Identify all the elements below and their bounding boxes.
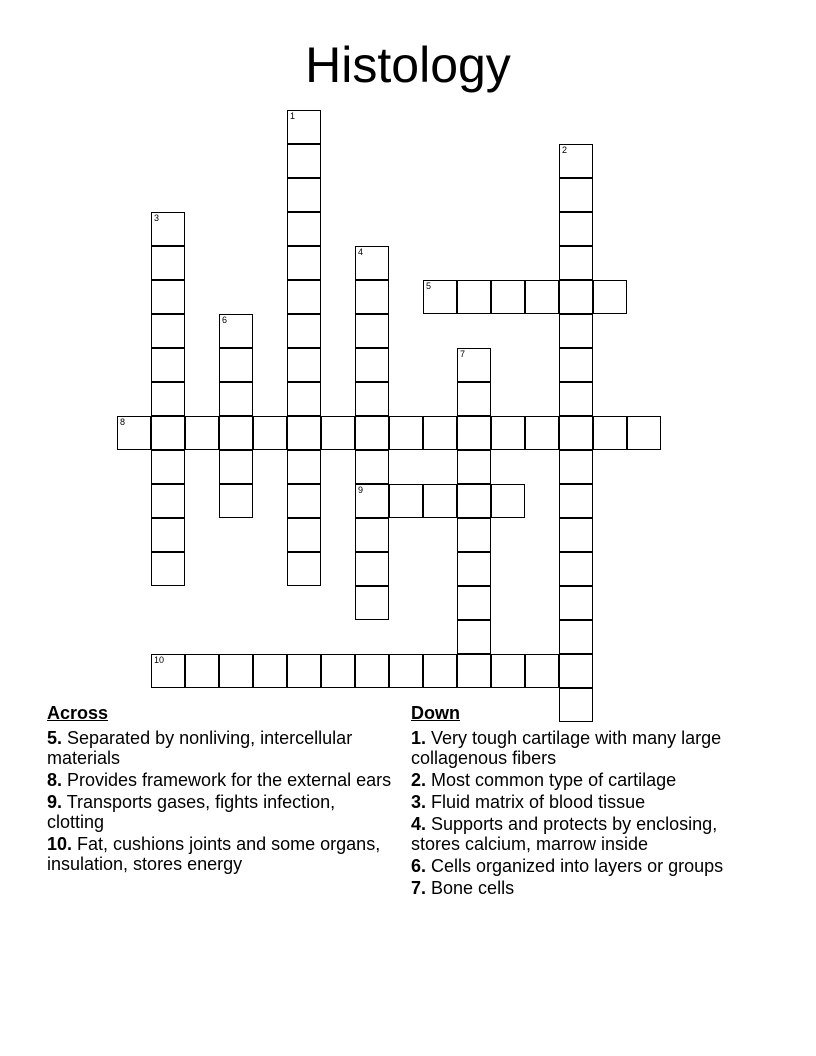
- grid-cell[interactable]: [559, 620, 593, 654]
- clue-number: 3.: [411, 792, 427, 812]
- grid-cell[interactable]: [219, 654, 253, 688]
- grid-cell[interactable]: [559, 586, 593, 620]
- clue-text: Fluid matrix of blood tissue: [426, 792, 646, 812]
- across-clues: [47, 702, 392, 876]
- grid-cell[interactable]: [457, 654, 491, 688]
- down-clue: [411, 878, 771, 898]
- grid-cell[interactable]: [151, 654, 185, 688]
- grid-cell[interactable]: [287, 382, 321, 416]
- grid-cell[interactable]: [423, 484, 457, 518]
- grid-cell[interactable]: [559, 212, 593, 246]
- grid-cell[interactable]: [321, 416, 355, 450]
- grid-cell[interactable]: [559, 518, 593, 552]
- clue-number: 1.: [411, 728, 427, 748]
- grid-cell[interactable]: [219, 450, 253, 484]
- grid-cell[interactable]: [287, 348, 321, 382]
- clue-text: Most common type of cartilage: [426, 770, 677, 790]
- clue-number: 4.: [411, 814, 427, 834]
- grid-cell[interactable]: [219, 348, 253, 382]
- grid-cell[interactable]: [151, 382, 185, 416]
- grid-cell[interactable]: [355, 348, 389, 382]
- grid-cell[interactable]: [287, 450, 321, 484]
- grid-cell[interactable]: [287, 654, 321, 688]
- across-clue: [47, 792, 392, 832]
- grid-cell[interactable]: [151, 518, 185, 552]
- clue-number: 2.: [411, 770, 427, 790]
- grid-cell[interactable]: [151, 416, 185, 450]
- grid-cell[interactable]: [287, 212, 321, 246]
- grid-cell[interactable]: [355, 382, 389, 416]
- grid-cell[interactable]: [559, 280, 593, 314]
- clue-number: 10: [154, 655, 165, 665]
- grid-cell[interactable]: [287, 110, 321, 144]
- grid-cell[interactable]: [355, 416, 389, 450]
- grid-cell[interactable]: [389, 416, 423, 450]
- down-clue-list: [411, 728, 771, 898]
- grid-cell[interactable]: [151, 314, 185, 348]
- grid-cell[interactable]: [559, 450, 593, 484]
- grid-cell[interactable]: [491, 416, 525, 450]
- grid-cell[interactable]: [151, 348, 185, 382]
- grid-cell[interactable]: [559, 552, 593, 586]
- grid-cell[interactable]: [559, 382, 593, 416]
- clue-number: 2: [562, 145, 568, 155]
- across-clue: [47, 834, 392, 874]
- grid-cell[interactable]: [287, 144, 321, 178]
- grid-cell[interactable]: [457, 348, 491, 382]
- clue-number: 9.: [47, 792, 63, 812]
- grid-cell[interactable]: [219, 484, 253, 518]
- grid-cell[interactable]: [185, 654, 219, 688]
- grid-cell[interactable]: [627, 416, 661, 450]
- grid-cell[interactable]: [559, 314, 593, 348]
- grid-cell[interactable]: [355, 552, 389, 586]
- grid-cell[interactable]: [253, 654, 287, 688]
- grid-cell[interactable]: [355, 450, 389, 484]
- across-heading: Across: [47, 703, 109, 723]
- clue-text: Cells organized into layers or groups: [426, 856, 724, 876]
- clue-number: 7.: [411, 878, 427, 898]
- grid-cell[interactable]: [151, 552, 185, 586]
- across-clue: [47, 770, 392, 790]
- grid-cell[interactable]: [287, 178, 321, 212]
- grid-cell[interactable]: [593, 280, 627, 314]
- clue-number: 8.: [47, 770, 63, 790]
- grid-cell[interactable]: [457, 280, 491, 314]
- clue-number: 4: [358, 247, 364, 257]
- grid-cell[interactable]: [559, 654, 593, 688]
- grid-cell[interactable]: [151, 484, 185, 518]
- down-clue: [411, 792, 771, 812]
- clue-text: Very tough cartilage with many large collagenous fibers: [411, 728, 722, 768]
- grid-cell[interactable]: [287, 518, 321, 552]
- page-title: Histology: [305, 37, 511, 93]
- clue-text: Bone cells: [426, 878, 515, 898]
- grid-cell[interactable]: [559, 178, 593, 212]
- clue-number: 5: [426, 281, 432, 291]
- grid-cell[interactable]: [287, 416, 321, 450]
- grid-cell[interactable]: [559, 416, 593, 450]
- grid-cell[interactable]: [423, 280, 457, 314]
- grid-cell[interactable]: [219, 314, 253, 348]
- clue-number: 3: [154, 213, 160, 223]
- grid-cell[interactable]: [287, 552, 321, 586]
- grid-cell[interactable]: [389, 654, 423, 688]
- grid-cell[interactable]: [219, 382, 253, 416]
- grid-cell[interactable]: [151, 280, 185, 314]
- grid-cell[interactable]: [593, 416, 627, 450]
- grid-cell[interactable]: [287, 484, 321, 518]
- down-clue: [411, 814, 771, 854]
- grid-cell[interactable]: [117, 416, 151, 450]
- clue-text: Fat, cushions joints and some organs, insulation, stores energy: [47, 834, 381, 874]
- clue-text: Transports gases, fights infection, clotting: [47, 792, 336, 832]
- clue-number: 5.: [47, 728, 63, 748]
- down-clue: [411, 728, 771, 768]
- grid-cell[interactable]: [151, 450, 185, 484]
- grid-cell[interactable]: [457, 552, 491, 586]
- grid-cell[interactable]: [457, 484, 491, 518]
- grid-cell[interactable]: [185, 416, 219, 450]
- grid-cell[interactable]: [355, 246, 389, 280]
- grid-cell[interactable]: [491, 484, 525, 518]
- clue-number: 9: [358, 485, 364, 495]
- grid-cell[interactable]: [457, 382, 491, 416]
- grid-cell[interactable]: [287, 314, 321, 348]
- grid-cell[interactable]: [389, 484, 423, 518]
- grid-cell[interactable]: [355, 654, 389, 688]
- grid-cell[interactable]: [355, 518, 389, 552]
- grid-cell[interactable]: [491, 654, 525, 688]
- grid-cell[interactable]: [457, 586, 491, 620]
- grid-cell[interactable]: [151, 246, 185, 280]
- down-clue: [411, 770, 771, 790]
- down-clue: [411, 856, 771, 876]
- grid-cell[interactable]: [491, 280, 525, 314]
- grid-cell[interactable]: [525, 280, 559, 314]
- grid-cell[interactable]: [355, 484, 389, 518]
- clue-number: 6.: [411, 856, 427, 876]
- grid-cell[interactable]: [355, 586, 389, 620]
- grid-cell[interactable]: [423, 654, 457, 688]
- down-heading: Down: [411, 703, 460, 723]
- grid-cell[interactable]: [355, 314, 389, 348]
- grid-cell[interactable]: [219, 416, 253, 450]
- grid-cell[interactable]: [321, 654, 355, 688]
- grid-cell[interactable]: [559, 246, 593, 280]
- clue-text: Supports and protects by enclosing, stores calcium, marrow inside: [411, 814, 718, 854]
- clue-number: 6: [222, 315, 228, 325]
- grid-cell[interactable]: [457, 416, 491, 450]
- grid-cell[interactable]: [559, 484, 593, 518]
- grid-cell[interactable]: [457, 450, 491, 484]
- clue-number: 1: [290, 111, 296, 121]
- clue-text: Separated by nonliving, intercellular materials: [47, 728, 353, 768]
- across-clue: [47, 728, 392, 768]
- clue-number: 10.: [47, 834, 73, 854]
- grid-cell[interactable]: [287, 280, 321, 314]
- clue-text: Provides framework for the external ears: [62, 770, 392, 790]
- clue-number: 7: [460, 349, 466, 359]
- grid-cell[interactable]: [525, 654, 559, 688]
- grid-cell[interactable]: [559, 348, 593, 382]
- across-clue-list: [47, 728, 392, 874]
- clue-number: 8: [120, 417, 126, 427]
- down-clues: [411, 702, 771, 900]
- grid-cell[interactable]: [457, 620, 491, 654]
- grid-cell[interactable]: [559, 144, 593, 178]
- grid-cell[interactable]: [423, 416, 457, 450]
- grid-cell[interactable]: [355, 280, 389, 314]
- grid-cell[interactable]: [525, 416, 559, 450]
- grid-cell[interactable]: [151, 212, 185, 246]
- grid-cell[interactable]: [457, 518, 491, 552]
- grid-cell[interactable]: [287, 246, 321, 280]
- grid-cell[interactable]: [253, 416, 287, 450]
